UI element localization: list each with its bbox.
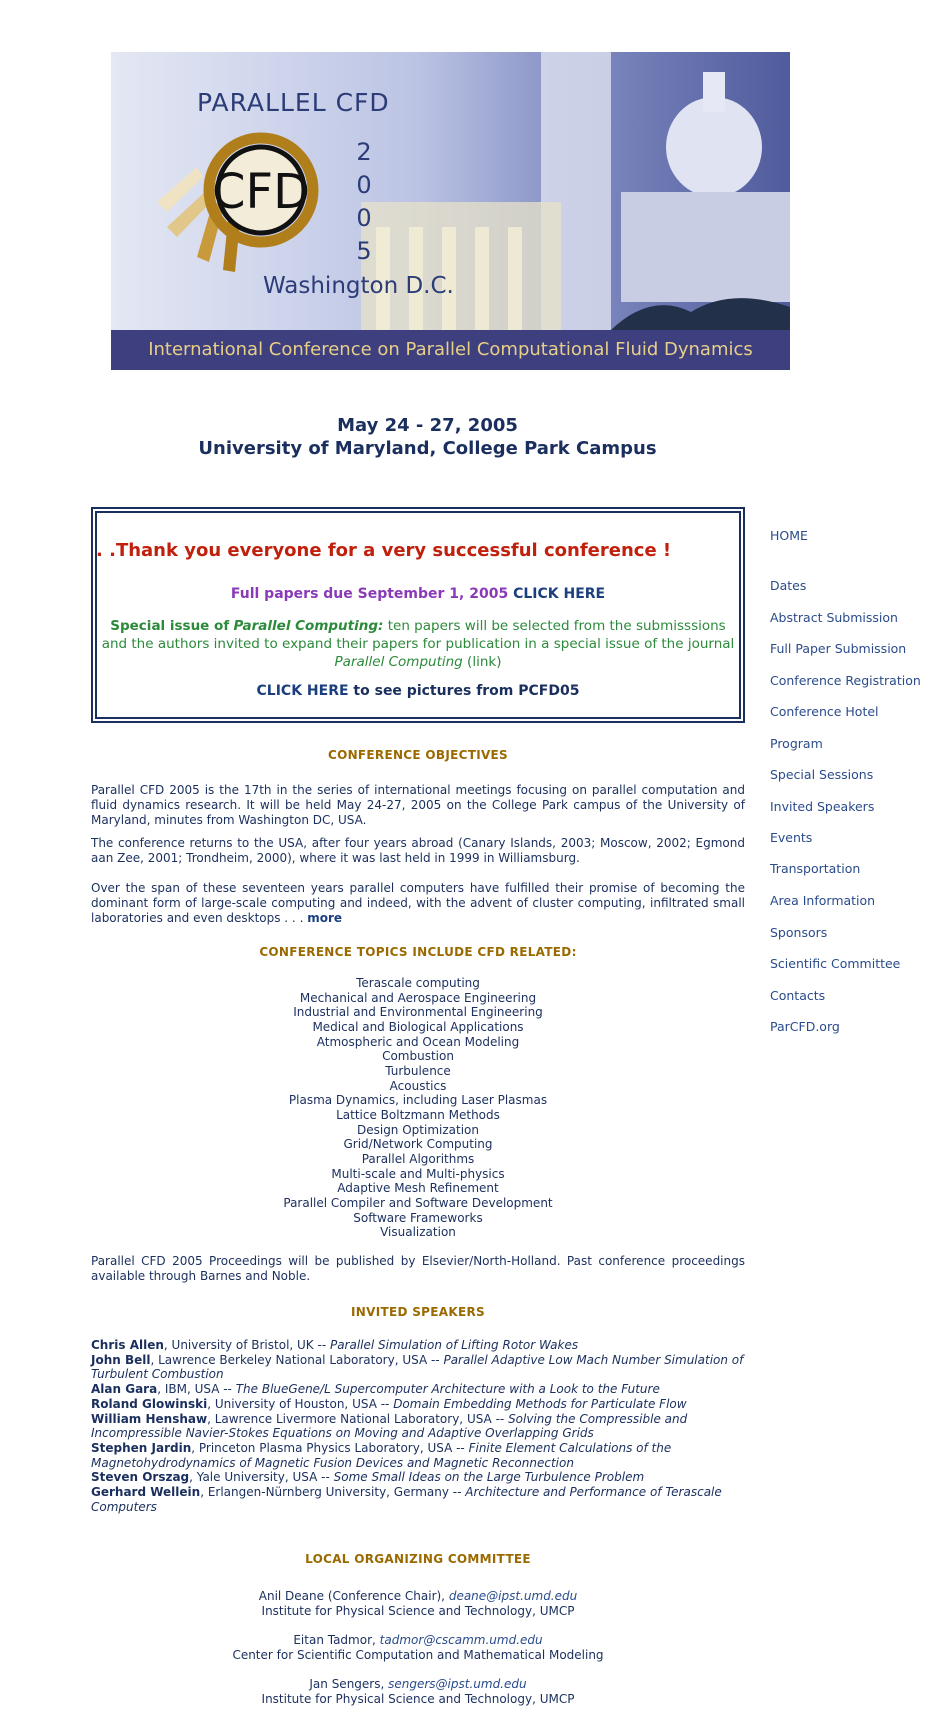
speaker-entry: Gerhard Wellein, Erlangen-Nürnberg University, Germany -- Architecture and Performance of Terascale Computers [91,1485,722,1514]
speaker-entry: William Henshaw, Lawrence Livermore National Laboratory, USA -- Solving the Compressible and Incompressible Navier-Stokes Equations on Moving and Adaptive Overlapping Grids [91,1411,688,1441]
speaker-entry: Steven Orszag, Yale University, USA -- Some Small Ideas on the Large Turbulence Problem [91,1470,645,1485]
nav-sponsors[interactable]: Sponsors [770,925,828,940]
nav-parcfd-org[interactable]: ParCFD.org [770,1019,840,1034]
topic-item: Multi-scale and Multi-physics [331,1166,505,1181]
topic-item: Plasma Dynamics, including Laser Plasmas [288,1093,548,1108]
proceedings-note: Parallel CFD 2005 Proceedings will be published by Elsevier/North-Holland. Past conference proceedings available through Barnes and Noble. [91,1254,745,1283]
conference-banner [111,52,790,370]
nav-conference-registration[interactable]: Conference Registration [770,673,921,688]
objectives-paragraph-1: Parallel CFD 2005 is the 17th in the series of international meetings focusing on parallel computation and fluid dynamics research. It will be held May 24-27, 2005 on the College Park campus of the University of Maryland, minutes from Washington DC, USA. [91,783,745,827]
topic-item: Atmospheric and Ocean Modeling [316,1034,520,1049]
nav-full-paper-submission[interactable]: Full Paper Submission [770,641,907,656]
topic-item: Adaptive Mesh Refinement [337,1181,499,1196]
nav-home[interactable]: HOME [770,528,808,543]
special-issue: Special issue of Parallel Computing: ten papers will be selected from the submisssions and the authors invited to expand their papers for publication in a special issue of the journal Parallel Computing (link) [101,618,735,670]
event-info [0,414,855,460]
nav-scientific-committee[interactable]: Scientific Committee [770,956,901,971]
objectives-paragraph-3: Over the span of these seventeen years parallel computers have fulfilled their promise of becoming the dominant form of large-scale computing and indeed, with the advent of cluster computing, infiltrated small laboratories and even desktops . . . more [91,881,745,925]
nav-area-information[interactable]: Area Information [770,893,876,908]
speaker-entry: John Bell, Lawrence Berkeley National Laboratory, USA -- Parallel Adaptive Low Mach Number Simulation of Turbulent Combustion [91,1352,744,1382]
committee-member: Jan Sengers, sengers@ipst.umd.edu Institute for Physical Science and Technology, UMCP [261,1677,575,1706]
event-dates: May 24 - 27, 2005 [337,415,518,436]
member-email-link[interactable]: sengers@ipst.umd.edu [388,1677,527,1691]
nav-invited-speakers[interactable]: Invited Speakers [770,799,875,814]
event-venue: University of Maryland, College Park Campus [198,438,657,459]
speakers-heading: INVITED SPEAKERS [351,1305,485,1319]
nav-dates[interactable]: Dates [770,578,807,593]
banner-title: PARALLEL CFD [197,88,390,117]
papers-click-here-link[interactable]: CLICK HERE [513,586,606,602]
nav-special-sessions[interactable]: Special Sessions [770,767,874,782]
banner-subtitle: International Conference on Parallel Computational Fluid Dynamics [111,330,790,370]
banner-year: 2 0 0 5 [356,138,372,265]
topic-item: Mechanical and Aerospace Engineering [299,990,537,1005]
nav-contacts[interactable]: Contacts [770,988,826,1003]
speaker-entry: Alan Gara, IBM, USA -- The BlueGene/L Supercomputer Architecture with a Look to the Future [91,1382,660,1397]
nav-events[interactable]: Events [770,830,813,845]
objectives-paragraph-2: The conference returns to the USA, after four years abroad (Canary Islands, 2003; Moscow, 2002; Egmond aan Zee, 2001; Trondheim, 2000), where it was last held in 1999 in Williamsburg. [91,836,745,865]
topic-item: Acoustics [389,1078,447,1093]
speaker-entry: Chris Allen, University of Bristol, UK -- Parallel Simulation of Lifting Rotor Wakes [91,1338,579,1352]
topics-list [91,976,745,1240]
topic-item: Medical and Biological Applications [312,1019,524,1034]
thanks-message: . .Thank you everyone for a very successful conference ! [96,540,672,561]
papers-due: Full papers due September 1, 2005 CLICK HERE [230,586,606,602]
nav-transportation[interactable]: Transportation [770,861,861,876]
pictures-click-here-link[interactable]: CLICK HERE [256,683,349,699]
special-issue-link[interactable]: (link) [467,654,502,670]
topics-heading: CONFERENCE TOPICS INCLUDE CFD RELATED: [259,945,577,959]
member-email-link[interactable]: tadmor@cscamm.umd.edu [379,1633,543,1647]
pictures-notice: CLICK HERE to see pictures from PCFD05 [256,683,580,699]
logo-text: CFD [211,164,311,220]
topic-item: Software Frameworks [353,1210,483,1225]
nav-conference-hotel[interactable]: Conference Hotel [770,704,879,719]
topic-item: Design Optimization [356,1122,479,1137]
speaker-entry: Stephen Jardin, Princeton Plasma Physics Laboratory, USA -- Finite Element Calculations of the Magnetohydrodynamics of Magnetic Fusion Devices and Magnetic Reconnection [91,1440,672,1470]
banner-city: Washington D.C. [263,273,454,299]
objectives-heading: CONFERENCE OBJECTIVES [327,748,508,762]
nav-program[interactable]: Program [770,736,823,751]
committee-heading: LOCAL ORGANIZING COMMITTEE [305,1552,531,1566]
member-email-link[interactable]: deane@ipst.umd.edu [448,1589,578,1603]
topic-item: Parallel Compiler and Software Development [283,1195,553,1210]
committee-member: Eitan Tadmor, tadmor@cscamm.umd.edu Center for Scientific Computation and Mathematical Modeling [232,1633,604,1662]
nav-abstract-submission[interactable]: Abstract Submission [770,610,898,625]
speakers-list [91,1338,745,1514]
topic-item: Industrial and Environmental Engineering [293,1005,543,1020]
more-link[interactable]: more [307,911,343,925]
topic-item: Turbulence [385,1063,451,1078]
speaker-entry: Roland Glowinski, University of Houston, USA -- Domain Embedding Methods for Particulate Flow [91,1396,687,1411]
topic-item: Grid/Network Computing [343,1137,493,1152]
topic-item: Lattice Boltzmann Methods [336,1107,500,1122]
topic-item: Terascale computing [356,976,480,990]
committee-member: Anil Deane (Conference Chair), deane@ipst.umd.edu Institute for Physical Science and Technology, UMCP [258,1589,578,1618]
topic-item: Parallel Algorithms [361,1151,475,1166]
topic-item: Combustion [382,1049,454,1064]
topic-item: Visualization [380,1225,456,1240]
